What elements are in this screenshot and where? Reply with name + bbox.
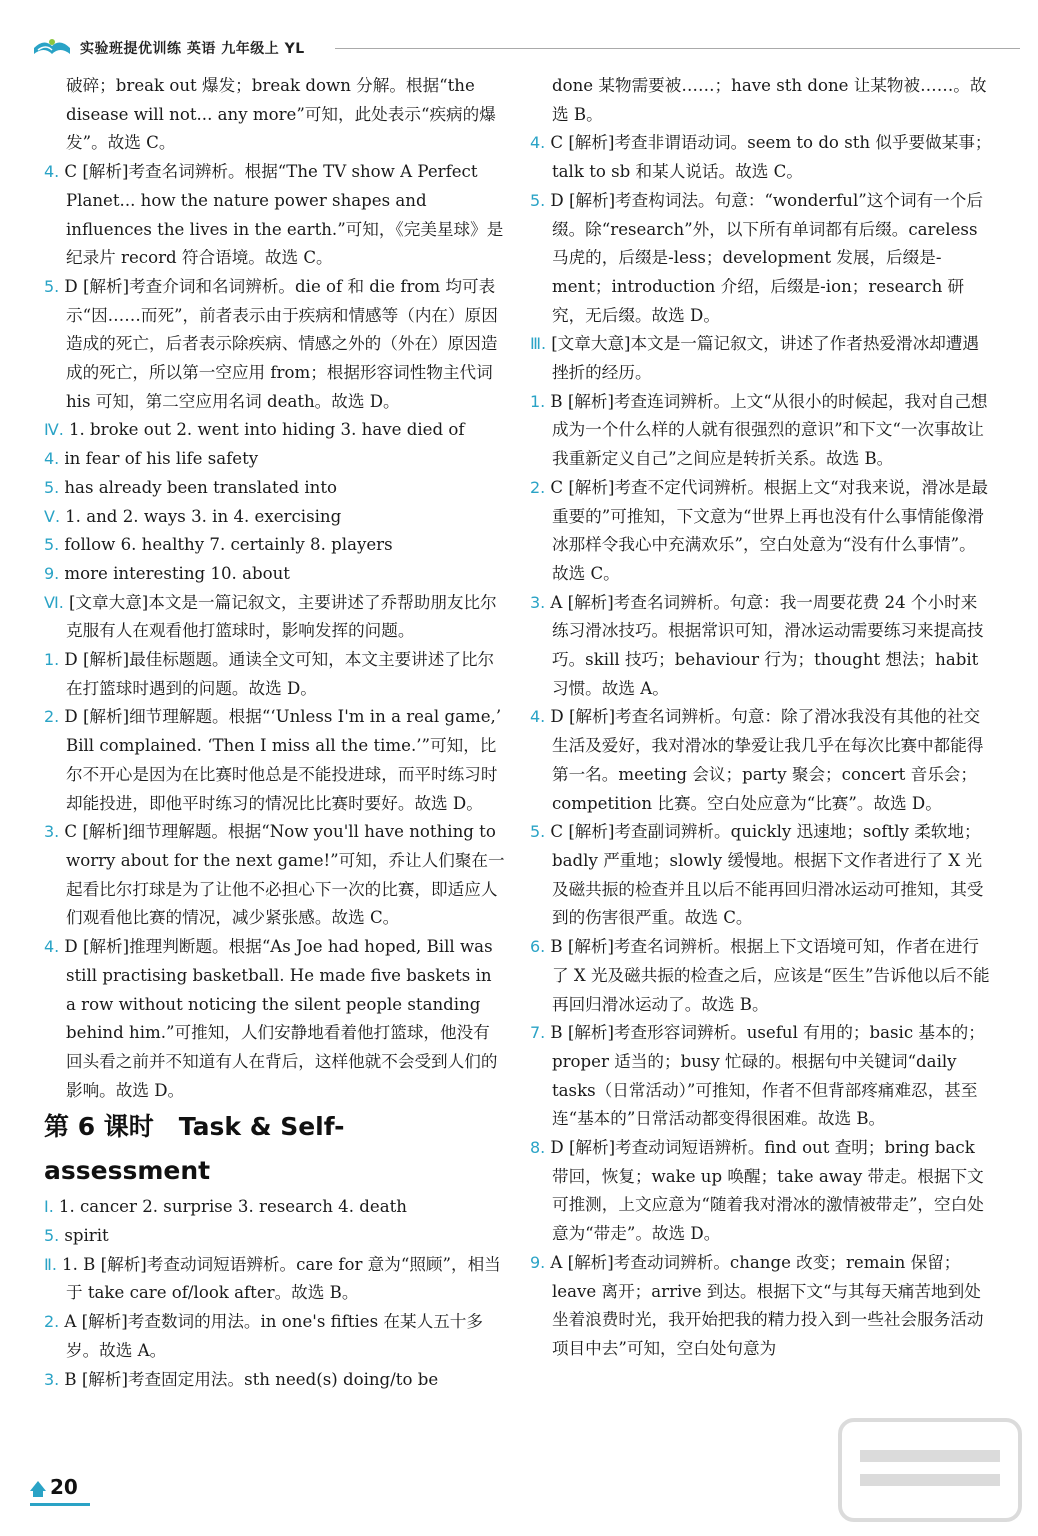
answer-item bbox=[530, 933, 992, 1019]
item-text: D [解析]考查动词短语辨析。find out 查明；bring back 带回，恢复；wake up 唤醒；take away 带走。根据下文可推测，上文应意为“随着我对滑冰的激情被带走”，空白处意为“带走”。故选 D。 bbox=[550, 1138, 984, 1244]
item-number: 2. bbox=[44, 707, 65, 727]
page-number-underline bbox=[30, 1503, 90, 1506]
item-number: 4. bbox=[530, 133, 551, 153]
answer-item bbox=[530, 703, 992, 818]
item-text: 1. cancer 2. surprise 3. research 4. death bbox=[58, 1197, 407, 1217]
item-text: C [解析]考查副词辨析。quickly 迅速地；softly 柔软地；badly 严重地；slowly 缓慢地。根据下文作者进行了 X 光及磁共振的检查并且以后不能再回归滑冰运动可推知，其受到的伤害很严重。故选 C。 bbox=[550, 822, 984, 928]
answer-item bbox=[44, 560, 506, 589]
answer-item bbox=[44, 1222, 506, 1251]
item-text: B [解析]考查固定用法。sth need(s) doing/to be bbox=[64, 1369, 439, 1389]
item-text: follow 6. healthy 7. certainly 8. players bbox=[64, 535, 393, 555]
item-text: [文章大意]本文是一篇记叙文，主要讲述了乔帮助朋友比尔克服有人在观看他打篮球时，影响发挥的问题。 bbox=[66, 592, 497, 641]
header-title: 实验班提优训练 英语 九年级上 YL bbox=[80, 41, 305, 57]
item-number: 7. bbox=[530, 1023, 551, 1043]
item-text: C [解析]考查不定代词辨析。根据上文“对我来说，滑冰是最重要的”可推知，下文意为“世界上再也没有什么事情能像滑冰那样令我心中充满欢乐”，空白处意为“没有什么事情”。故选 C。 bbox=[550, 477, 989, 583]
item-text: A [解析]考查动词辨析。change 改变；remain 保留；leave 离开；arrive 到达。根据下文“与其每天痛苦地到处坐着浪费时光，我开始把我的精力投入到一些社会服务活动项目中去”可知，空白处句意为 bbox=[550, 1252, 984, 1358]
answer-item bbox=[44, 503, 506, 532]
lesson-heading: 第 6 课时 Task & Self-assessment bbox=[44, 1112, 345, 1186]
answer-item bbox=[530, 818, 992, 933]
item-text: 1. B [解析]考查动词短语辨析。care for 意为“照顾”，相当于 take care of/look after。故选 B。 bbox=[62, 1254, 501, 1303]
item-number: 2. bbox=[44, 1312, 65, 1332]
header-rule bbox=[335, 48, 1020, 49]
answer-item bbox=[44, 445, 506, 474]
item-text: C [解析]细节理解题。根据“Now you'll have nothing to worry about for the next game!”可知，乔让人们聚在一起看比尔打球是为了让他不必担心下一次的比赛，即适应人们观看他比赛的情况，减少紧张感。故选 C。 bbox=[64, 822, 505, 928]
answer-item bbox=[530, 1134, 992, 1249]
item-number: 3. bbox=[44, 1369, 65, 1389]
answer-item bbox=[44, 273, 506, 417]
answer-item bbox=[44, 703, 506, 818]
item-number: 4. bbox=[44, 449, 65, 469]
item-number: 4. bbox=[530, 707, 551, 727]
item-text: spirit bbox=[64, 1226, 109, 1246]
item-text: B [解析]考查名词辨析。根据上下文语境可知，作者在进行了 X 光及磁共振的检查之后，应该是“医生”告诉他以后不能再回归滑冰运动了。故选 B。 bbox=[550, 937, 990, 1014]
up-arrow-icon bbox=[30, 1481, 46, 1491]
item-text: in fear of his life safety bbox=[64, 449, 259, 469]
item-number: 1. bbox=[530, 391, 551, 411]
right-column bbox=[530, 72, 992, 1364]
item-text: A [解析]考查数词的用法。in one's fifties 在某人五十多岁。故选 A。 bbox=[64, 1312, 483, 1360]
item-number: 5. bbox=[44, 1226, 65, 1246]
answer-item bbox=[530, 1019, 992, 1134]
answer-item bbox=[44, 933, 506, 1105]
item-text: has already been translated into bbox=[64, 477, 338, 497]
item-number: 3. bbox=[530, 592, 551, 612]
item-number: 9. bbox=[530, 1252, 551, 1272]
item-text: D [解析]考查介词和名词辨析。die of 和 die from 均可表示“因……而死”，前者表示由于疾病和情感等（内在）原因造成的死亡，后者表示除疾病、情感之外的（外在）原因造成的死亡，所以第一空应用 from；根据形容词性物主代词 his 可知，第二空应用名词 death。故选 D。 bbox=[64, 276, 498, 411]
page-header bbox=[30, 32, 1020, 68]
item-number: 4. bbox=[44, 162, 65, 182]
item-number: Ⅳ. bbox=[44, 420, 69, 440]
item-number: Ⅴ. bbox=[44, 506, 66, 526]
item-number: 8. bbox=[530, 1138, 551, 1158]
answer-item bbox=[44, 416, 506, 445]
item-text: D [解析]最佳标题题。通读全文可知，本文主要讲述了比尔在打篮球时遇到的问题。故选 D。 bbox=[64, 650, 495, 698]
answer-item bbox=[44, 1308, 506, 1365]
item-text: 1. broke out 2. went into hiding 3. have died of bbox=[68, 420, 465, 440]
page-number-badge bbox=[30, 1475, 90, 1505]
answer-item bbox=[44, 1193, 506, 1222]
item-number: 6. bbox=[530, 937, 551, 957]
answer-item bbox=[44, 646, 506, 703]
item-text: B [解析]考查连词辨析。上文“从很小的时候起，我对自己想成为一个什么样的人就有很强烈的意识”和下文“一次事故让我重新定义自己”之间应是转折关系。故选 B。 bbox=[550, 391, 988, 469]
answer-item bbox=[530, 187, 992, 331]
answer-item bbox=[44, 1251, 506, 1308]
item-number: 2. bbox=[530, 477, 551, 497]
continuation-paragraph: 破碎；break out 爆发；break down 分解。根据“the disease will not... any more”可知，此处表示“疾病的爆发”。故选 C。 bbox=[66, 76, 496, 153]
item-text: C [解析]考查非谓语动词。seem to do sth 似乎要做某事；talk to sb 和某人说话。故选 C。 bbox=[550, 133, 992, 182]
item-number: 5. bbox=[530, 822, 551, 842]
item-text: D [解析]推理判断题。根据“As Joe had hoped, Bill was still practising basketball. He made five baskets in a row without noticing the silent people standing behind him.”可推知，人们安静地看着他打篮球，他没有回头看之前并不知道有人在背后，这样他就不会受到人们的影响。故选 D。 bbox=[64, 937, 498, 1100]
item-number: 1. bbox=[44, 650, 65, 670]
item-number: 5. bbox=[530, 190, 551, 210]
answer-item bbox=[44, 1366, 506, 1395]
answer-item bbox=[44, 474, 506, 503]
item-text: 1. and 2. ways 3. in 4. exercising bbox=[65, 506, 342, 526]
page-number: 20 bbox=[50, 1475, 78, 1499]
arrow-base bbox=[33, 1491, 43, 1497]
answer-item bbox=[44, 531, 506, 560]
item-text: B [解析]考查形容词辨析。useful 有用的；basic 基本的；proper 适当的；busy 忙碌的。根据句中关键词“daily tasks（日常活动）”可推知，作者不但背部疼痛难忍，甚至连“基本的”日常活动都变得很困难。故选 B。 bbox=[550, 1023, 985, 1129]
book-logo-icon bbox=[30, 32, 74, 62]
answer-item bbox=[530, 589, 992, 704]
item-number: 3. bbox=[44, 822, 65, 842]
item-number: Ⅵ. bbox=[44, 592, 69, 612]
item-number: Ⅰ. bbox=[44, 1197, 59, 1217]
item-number: Ⅱ. bbox=[44, 1254, 63, 1274]
item-text: A [解析]考查名词辨析。句意：我一周要花费 24 个小时来练习滑冰技巧。根据常识可知，滑冰运动需要练习来提高技巧。skill 技巧；behaviour 行为；thought 想法；habit 习惯。故选 A。 bbox=[550, 592, 984, 698]
item-text: D [解析]考查名词辨析。句意：除了滑冰我没有其他的社交生活及爱好，我对滑冰的挚爱让我几乎在每次比赛中都能得第一名。meeting 会议；party 聚会；concert 音乐会；competition 比赛。空白处应意为“比赛”。故选 D。 bbox=[550, 707, 984, 813]
item-number: 4. bbox=[44, 937, 65, 957]
answer-item bbox=[530, 388, 992, 474]
item-text: C [解析]考查名词辨析。根据“The TV show A Perfect Planet... how the nature power shapes and influences the lives in the earth.”可知，《完美星球》是纪录片 record 符合语境。故选 C。 bbox=[64, 162, 504, 268]
item-number: Ⅲ. bbox=[530, 334, 552, 354]
item-text: [文章大意]本文是一篇记叙文，讲述了作者热爱滑冰却遭遇挫折的经历。 bbox=[551, 334, 979, 383]
answer-item bbox=[530, 474, 992, 589]
item-text: D [解析]考查构词法。句意：“wonderful”这个词有一个后缀。除“research”外，以下所有单词都有后缀。careless 马虎的，后缀是-less；development 发展，后缀是-ment；introduction 介绍，后缀是-ion；research 研究，无后缀。故选 D。 bbox=[550, 190, 983, 325]
answer-item bbox=[530, 330, 992, 387]
item-text: more interesting 10. about bbox=[64, 563, 290, 583]
answer-item bbox=[44, 589, 506, 646]
watermark-logo bbox=[830, 1410, 1030, 1530]
answer-item bbox=[44, 818, 506, 933]
answer-item bbox=[44, 158, 506, 273]
item-text: D [解析]细节理解题。根据“‘Unless I'm in a real game,’ Bill complained. ‘Then I miss all the time.’”可知，比尔不开心是因为在比赛时他总是不能投进球，而平时练习时却能投进，即他平时练习的情况比比赛时要好。故选 D。 bbox=[64, 707, 502, 813]
continuation-paragraph: done 某物需要被……；have sth done 让某物被……。故选 B。 bbox=[552, 76, 987, 124]
item-number: 9. bbox=[44, 563, 65, 583]
answer-item bbox=[530, 1249, 992, 1364]
item-number: 5. bbox=[44, 477, 65, 497]
item-number: 5. bbox=[44, 276, 65, 296]
answer-item bbox=[530, 129, 992, 186]
item-number: 5. bbox=[44, 535, 65, 555]
left-column bbox=[44, 72, 506, 1394]
